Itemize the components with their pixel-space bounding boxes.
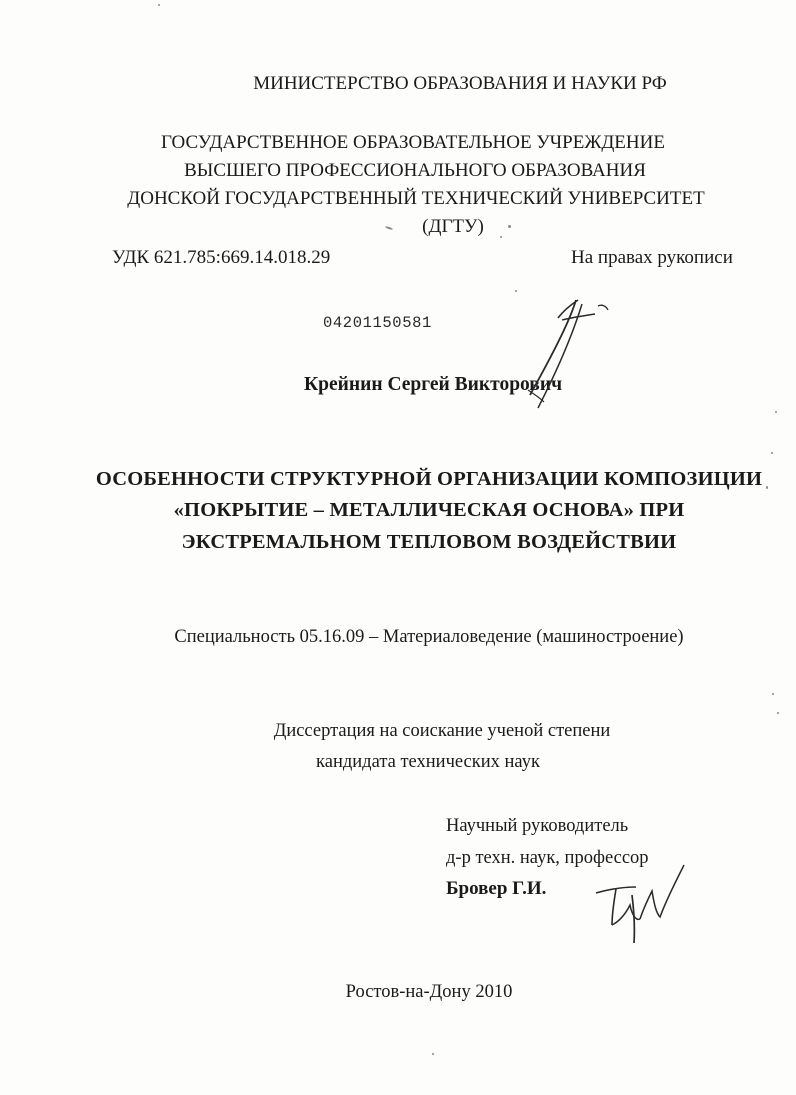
scan-speck xyxy=(777,712,779,714)
scan-speck xyxy=(508,225,511,228)
author-name: Крейнин Сергей Викторович xyxy=(304,374,563,395)
scan-speck xyxy=(158,4,160,6)
institution-line-1: ГОСУДАРСТВЕННОЕ ОБРАЗОВАТЕЛЬНОЕ УЧРЕЖДЕНИЕ xyxy=(161,132,665,153)
thesis-title-line-2: «ПОКРЫТИЕ – МЕТАЛЛИЧЕСКАЯ ОСНОВА» ПРИ xyxy=(173,499,685,521)
degree-line-1: Диссертация на соискание ученой степени xyxy=(273,721,611,741)
specialty-line: Специальность 05.16.09 – Материаловедение (машиностроение) xyxy=(174,627,684,647)
institution-line-3: ДОНСКОЙ ГОСУДАРСТВЕННЫЙ ТЕХНИЧЕСКИЙ УНИВЕРСИТЕТ xyxy=(127,188,705,209)
scan-speck xyxy=(766,486,768,489)
scan-speck xyxy=(771,452,773,454)
institution-abbreviation: (ДГТУ) xyxy=(422,216,484,237)
registration-number: 04201150581 xyxy=(323,314,432,332)
supervisor-rank: д-р техн. наук, профессор xyxy=(446,848,649,868)
supervisor-name: Бровер Г.И. xyxy=(446,878,547,899)
scan-speck xyxy=(772,693,774,695)
scan-speck xyxy=(775,411,777,413)
degree-line-2: кандидата технических наук xyxy=(316,752,540,772)
manuscript-rights-note: На правах рукописи xyxy=(571,247,733,268)
place-and-year: Ростов-на-Дону 2010 xyxy=(345,982,513,1002)
thesis-title-line-1: ОСОБЕННОСТИ СТРУКТУРНОЙ ОРГАНИЗАЦИИ КОМПОЗИЦИИ xyxy=(95,468,763,490)
thesis-title-line-3: ЭКСТРЕМАЛЬНОМ ТЕПЛОВОМ ВОЗДЕЙСТВИИ xyxy=(181,531,677,553)
supervisor-signature xyxy=(590,855,700,950)
author-signature xyxy=(500,290,640,420)
scan-speck xyxy=(515,290,517,292)
ministry-heading: МИНИСТЕРСТВО ОБРАЗОВАНИЯ И НАУКИ РФ xyxy=(253,73,667,94)
udk-code: УДК 621.785:669.14.018.29 xyxy=(112,247,331,268)
supervisor-role: Научный руководитель xyxy=(446,816,629,836)
institution-line-2: ВЫСШЕГО ПРОФЕССИОНАЛЬНОГО ОБРАЗОВАНИЯ xyxy=(184,160,646,181)
scan-speck xyxy=(500,236,502,238)
scan-speck xyxy=(432,1053,434,1055)
